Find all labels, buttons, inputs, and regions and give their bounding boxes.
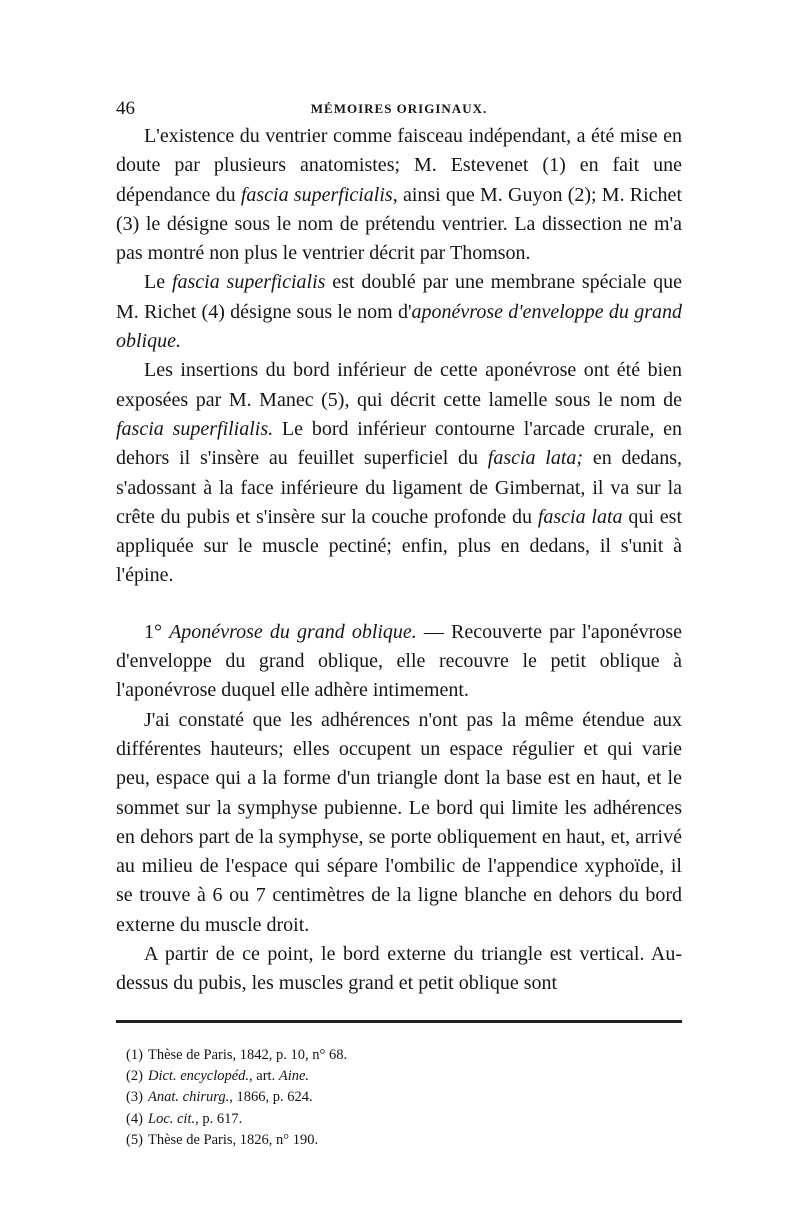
italic-text: fascia superfilialis. (116, 417, 274, 440)
text-run: , p. 617. (195, 1110, 243, 1127)
paragraph (116, 356, 682, 590)
italic-text: fascia superficialis (171, 271, 326, 294)
running-head: MÉMOIRES ORIGINAUX. (310, 101, 488, 116)
paragraph (116, 618, 682, 706)
footnote (126, 1045, 666, 1066)
footnote (126, 1066, 666, 1087)
text-run: Les insertions du bord inférieur de cette aponévrose ont été bien exposées par M. Manec (5), qui décrit cette lamelle sous le nom de (116, 359, 682, 411)
footnote-marker: (5) (126, 1131, 143, 1148)
page-number: 46 (116, 98, 135, 119)
footnote (126, 1087, 666, 1108)
paragraph (116, 268, 682, 356)
text-run: Thèse de Paris, 1842, p. 10, n° 68. (148, 1047, 348, 1063)
footnote-marker: (3) (126, 1089, 143, 1106)
text-run: , 1866, p. 624. (229, 1089, 313, 1106)
footnote-marker: (2) (126, 1068, 143, 1085)
text-run: L'existence du ventrier comme faisceau indépendant, a été mise en doute par plusieurs anatomistes; M. Estevenet (1) en fait une dépendance du (116, 125, 682, 206)
paragraph (116, 122, 682, 268)
italic-text: Anat. chirurg. (148, 1089, 230, 1106)
text-run: 1° (144, 620, 170, 643)
footnotes (126, 1045, 666, 1151)
italic-text: Dict. encyclopéd. (148, 1068, 250, 1085)
text-run: A partir de ce point, le bord externe du triangle est vertical. Au-dessus du pubis, les muscles grand et petit oblique sont (116, 943, 682, 995)
page-header (116, 98, 682, 124)
text-run: Le bord inférieur contourne l'arcade crurale, en dehors il s'insère au feuillet superficiel du (116, 417, 682, 470)
italic-text: fascia superficialis (240, 183, 393, 206)
italic-text: fascia lata; (487, 447, 584, 470)
text-run: , ainsi que M. Guyon (2); M. Richet (3) le désigne sous le nom de prétendu ventrier. La dissection ne m'a pas montré non plus le ventrier décrit par Thomson. (116, 183, 682, 265)
italic-text: Loc. cit. (148, 1110, 196, 1127)
footnote-marker: (1) (126, 1047, 143, 1063)
footnote-rule (116, 1020, 682, 1023)
text-run: J'ai constaté que les adhérences n'ont pas la même étendue aux différentes hauteurs; elles occupent un espace régulier et qui varie peu, espace qui a la forme d'un triangle dont la base est en haut, et le sommet sur la symphyse pubienne. Le bord qui limite les adhérences en dehors part de la symphyse, se porte obliquement en haut, et, arrivé au milieu de l'espace qui sépare l'ombilic de l'appendice xyphoïde, il se trouve à 6 ou 7 centimètres de la ligne blanche en dehors du bord externe du muscle droit. (116, 708, 682, 936)
text-run: qui est appliquée sur le muscle pectiné; enfin, plus en dedans, il s'unit à l'épine. (116, 505, 683, 587)
italic-text: Aine. (278, 1068, 310, 1085)
text-run: est doublé par une membrane spéciale que M. Richet (4) désigne sous le nom d' (116, 271, 683, 323)
footnote-marker: (4) (126, 1110, 143, 1127)
text-run: Thèse de Paris, 1826, n° 190. (148, 1131, 319, 1148)
italic-text: Aponévrose du grand oblique. (169, 620, 417, 643)
paragraph (116, 940, 682, 999)
body-text (116, 122, 682, 999)
paragraph (116, 706, 682, 940)
footnote (126, 1130, 666, 1151)
text-run: — Recouverte par l'aponévrose d'enveloppe du grand oblique, elle recouvre le petit oblique à l'aponévrose duquel elle adhère intimement. (116, 620, 682, 702)
text-run: Le (144, 271, 172, 294)
italic-text: fascia lata (537, 505, 623, 528)
italic-text: aponévrose d'enveloppe du grand oblique. (116, 300, 682, 353)
text-run: en dedans, s'adossant à la face inférieure du ligament de Gimbernat, il va sur la crête du pubis et s'insère sur la couche profonde du (116, 447, 683, 528)
footnote (126, 1109, 666, 1130)
text-run: , art. (249, 1068, 279, 1085)
